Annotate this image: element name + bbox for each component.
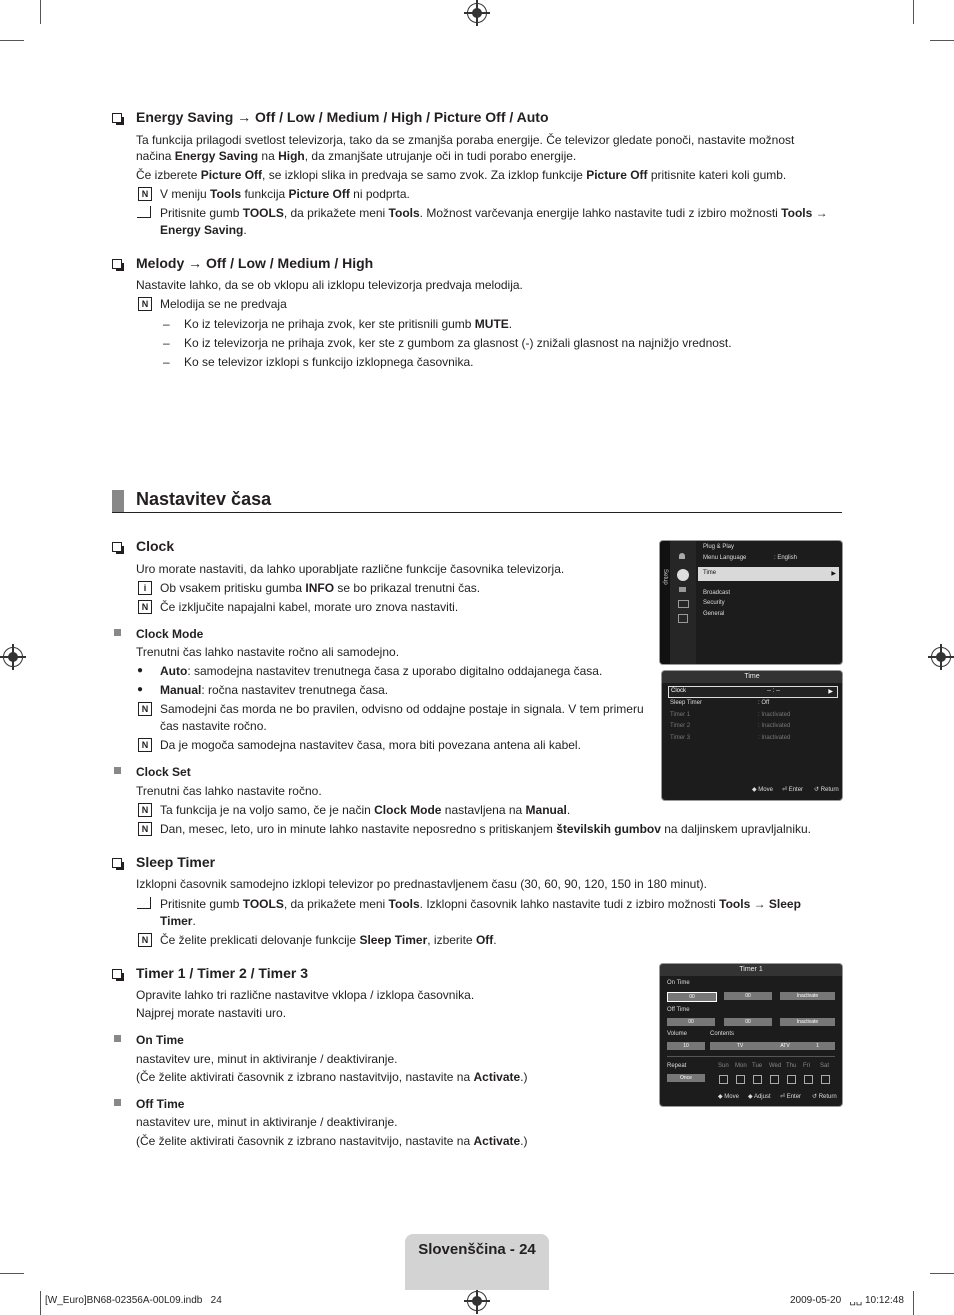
clock-note: Dan, mesec, leto, uro in minute lahko nastavite neposredno s pritiskanjem številskih gumbov na daljinskem upravljalniku. bbox=[160, 822, 811, 836]
timer-para: Najprej morate nastaviti uro. bbox=[136, 1006, 287, 1020]
clock-note: Da je mogoča samodejna nastavitev časa, mora biti povezana antena ali kabel. bbox=[160, 738, 581, 752]
melody-dash-item: Ko iz televizorja ne prihaja zvok, ker ste z gumbom za glasnost (-) znižali glasnost na najnižjo vrednost. bbox=[184, 336, 732, 350]
energy-tools-note: Pritisnite gumb TOOLS, da prikažete meni Tools. Možnost varčevanja energije lahko nastavite tudi z izbiro možnosti Tools → bbox=[160, 206, 828, 220]
osd-row-label[interactable]: Timer 1 bbox=[670, 712, 691, 718]
section-marker bbox=[112, 490, 124, 512]
on-time-minute[interactable]: 00 bbox=[724, 992, 772, 1000]
melody-note: Melodija se ne predvaja bbox=[160, 297, 287, 311]
sleep-para: Izklopni časovnik samodejno izklopi televizor po prednastavljenem času (30, 60, 90, 120, 150 in 180 minut). bbox=[136, 877, 707, 891]
on-time-para: (Če želite aktivirati časovnik z izbrano nastavitvijo, nastavite na Activate.) bbox=[136, 1070, 528, 1084]
move-icon: ◆ bbox=[718, 1094, 725, 1100]
osd-row-label[interactable]: Timer 2 bbox=[670, 723, 691, 729]
day-label: Mon bbox=[735, 1063, 747, 1069]
osd-menu-value: : English bbox=[774, 555, 798, 561]
tools-icon bbox=[137, 897, 151, 909]
clock-heading: Clock bbox=[136, 538, 175, 554]
dash-bullet: – bbox=[163, 355, 170, 369]
day-checkbox[interactable] bbox=[821, 1075, 830, 1084]
melody-para: Nastavite lahko, da se ob vklopu ali izklopu televizorja predvaja melodija. bbox=[136, 278, 523, 292]
osd-row-value: : Inactivated bbox=[758, 735, 791, 741]
melody-dash-item: Ko se televizor izklopi s funkcijo izklopnega časovnika. bbox=[184, 355, 474, 369]
checkbox-bullet-icon bbox=[112, 542, 122, 552]
on-time-label: On Time bbox=[667, 980, 690, 986]
sub-bullet-icon bbox=[114, 767, 121, 774]
adjust-icon: ◆ bbox=[748, 1094, 754, 1100]
osd-menu-item[interactable]: Plug & Play bbox=[703, 544, 735, 550]
sleep-note: Če želite preklicati delovanje funkcije Sleep Timer, izberite Off. bbox=[160, 933, 497, 947]
off-time-para: (Če želite aktivirati časovnik z izbrano nastavitvijo, nastavite na Activate.) bbox=[136, 1134, 528, 1148]
sub-bullet-icon bbox=[114, 1035, 121, 1042]
repeat-value[interactable]: Once bbox=[667, 1074, 705, 1082]
on-time-hour[interactable]: 00 bbox=[667, 992, 717, 1002]
crop-mark bbox=[930, 1273, 954, 1274]
day-label: Sun bbox=[718, 1063, 729, 1069]
return-icon: ↺ bbox=[814, 787, 821, 793]
enter-icon: ⏎ bbox=[782, 787, 789, 793]
day-label: Thu bbox=[786, 1063, 797, 1069]
off-time-activate[interactable]: Inactivate bbox=[780, 1018, 835, 1026]
note-icon: N bbox=[138, 738, 152, 752]
note-icon: N bbox=[138, 187, 152, 201]
osd-time-menu bbox=[661, 670, 843, 801]
support-icon bbox=[678, 614, 688, 623]
clock-mode-para: Trenutni čas lahko nastavite ročno ali samodejno. bbox=[136, 645, 400, 659]
day-checkbox[interactable] bbox=[736, 1075, 745, 1084]
footer-date: 2009-05-20 ␣␣ 10:12:48 bbox=[790, 1295, 904, 1306]
info-note-icon: i bbox=[138, 581, 152, 595]
crop-mark bbox=[930, 40, 954, 41]
osd-menu-item[interactable]: General bbox=[703, 611, 725, 617]
volume-label: Volume bbox=[667, 1031, 688, 1037]
melody-heading: Melody → Off / Low / Medium / High bbox=[136, 255, 374, 271]
note-icon: N bbox=[138, 803, 152, 817]
volume-value[interactable]: 10 bbox=[667, 1042, 705, 1050]
arrow-right-icon: ▶ bbox=[831, 571, 836, 577]
osd-row-value: : Inactivated bbox=[758, 723, 791, 729]
osd-row-value: -- : -- bbox=[767, 688, 780, 694]
crop-mark bbox=[913, 1291, 914, 1315]
osd-title: Time bbox=[662, 671, 842, 683]
arrow-right-icon: ▶ bbox=[828, 689, 833, 695]
energy-tools-note: Energy Saving. bbox=[160, 223, 247, 237]
osd-row-label[interactable]: Timer 3 bbox=[670, 735, 691, 741]
divider bbox=[667, 1056, 835, 1057]
clock-note: čas nastavite ročno. bbox=[160, 719, 267, 733]
contents-type[interactable]: ATV bbox=[770, 1042, 800, 1050]
off-time-label: Off Time bbox=[667, 1007, 690, 1013]
osd-setup-menu bbox=[659, 540, 843, 665]
page-label: Slovenščina - 24 bbox=[418, 1241, 536, 1258]
section-title: Nastavitev časa bbox=[136, 489, 272, 509]
registration-mark-icon bbox=[467, 1291, 487, 1311]
osd-timer1-menu bbox=[659, 963, 843, 1107]
off-time-para: nastavitev ure, minut in aktiviranje / deaktiviranje. bbox=[136, 1115, 398, 1129]
timer-heading: Timer 1 / Timer 2 / Timer 3 bbox=[136, 965, 308, 981]
repeat-label: Repeat bbox=[667, 1063, 687, 1069]
clock-note: Če izključite napajalni kabel, morate uro znova nastaviti. bbox=[160, 600, 459, 614]
osd-side-bar bbox=[660, 541, 670, 664]
osd-footer-move: ◆ Move bbox=[718, 1094, 739, 1100]
section-rule bbox=[112, 512, 842, 513]
clock-set-heading: Clock Set bbox=[136, 765, 191, 779]
day-label: Wed bbox=[769, 1063, 782, 1069]
note-icon: N bbox=[138, 933, 152, 947]
clock-para: Uro morate nastaviti, da lahko uporabljate različne funkcije časovnika televizorja. bbox=[136, 562, 565, 576]
day-label: Fri bbox=[803, 1063, 810, 1069]
osd-row-label[interactable]: Sleep Timer bbox=[670, 700, 703, 706]
bullet: ● bbox=[137, 684, 144, 695]
sub-bullet-icon bbox=[114, 629, 121, 636]
osd-menu-item-selected[interactable] bbox=[698, 567, 839, 581]
crop-mark bbox=[0, 40, 24, 41]
energy-heading: Energy Saving → Off / Low / Medium / High / Picture Off / Auto bbox=[136, 109, 549, 125]
contents-source[interactable]: TV bbox=[710, 1042, 770, 1050]
move-icon: ◆ bbox=[752, 787, 759, 793]
sub-bullet-icon bbox=[114, 1099, 121, 1106]
day-label: Tue bbox=[752, 1063, 763, 1069]
day-checkbox[interactable] bbox=[787, 1075, 796, 1084]
osd-side-label: Setup bbox=[662, 569, 668, 585]
osd-row-value: : Inactivated bbox=[758, 712, 791, 718]
input-icon bbox=[678, 600, 689, 608]
osd-footer-move: ◆ Move bbox=[752, 787, 773, 793]
crop-mark bbox=[40, 0, 41, 24]
osd-title: Timer 1 bbox=[660, 964, 842, 976]
clock-mode-manual: Manual: ročna nastavitev trenutnega časa. bbox=[160, 683, 389, 697]
gear-icon bbox=[677, 569, 689, 581]
osd-footer-return: ↺ Return bbox=[814, 787, 839, 793]
sleep-heading: Sleep Timer bbox=[136, 854, 216, 870]
enter-icon: ⏎ bbox=[780, 1094, 787, 1100]
checkbox-bullet-icon bbox=[112, 969, 122, 979]
registration-mark-icon bbox=[467, 3, 487, 23]
off-time-minute[interactable]: 00 bbox=[724, 1018, 772, 1026]
osd-menu-item[interactable]: Security bbox=[703, 600, 725, 606]
day-checkbox[interactable] bbox=[804, 1075, 813, 1084]
osd-menu-item[interactable]: Menu Language bbox=[703, 555, 747, 561]
off-time-heading: Off Time bbox=[136, 1097, 185, 1111]
clock-note: Samodejni čas morda ne bo pravilen, odvisno od oddajne postaje in signala. V tem primeru bbox=[160, 702, 644, 716]
note-icon: N bbox=[138, 702, 152, 716]
note-icon: N bbox=[138, 822, 152, 836]
day-checkbox[interactable] bbox=[770, 1075, 779, 1084]
checkbox-bullet-icon bbox=[112, 113, 122, 123]
day-label: Sat bbox=[820, 1063, 830, 1069]
sleep-tools-note: Timer. bbox=[160, 914, 196, 928]
dash-bullet: – bbox=[163, 317, 170, 331]
energy-para: Ta funkcija prilagodi svetlost televizorja, tako da se zmanjša poraba energije. Če televizor gledate ponoči, nastavite možnost bbox=[136, 133, 795, 147]
note-icon: N bbox=[138, 297, 152, 311]
picture-icon bbox=[679, 553, 685, 559]
on-time-activate[interactable]: Inactivate bbox=[780, 992, 835, 1000]
checkbox-bullet-icon bbox=[112, 259, 122, 269]
timer-para: Opravite lahko tri različne nastavitve vklopa / izklopa časovnika. bbox=[136, 988, 475, 1002]
sound-icon bbox=[679, 587, 686, 592]
tools-icon bbox=[137, 206, 151, 218]
clock-set-para: Trenutni čas lahko nastavite ročno. bbox=[136, 784, 322, 798]
crop-mark bbox=[0, 1273, 24, 1274]
return-icon: ↺ bbox=[812, 1094, 819, 1100]
crop-mark bbox=[40, 1291, 41, 1315]
osd-footer-enter: ⏎ Enter bbox=[782, 787, 804, 793]
crop-mark bbox=[913, 0, 914, 24]
registration-mark-icon bbox=[931, 647, 951, 667]
clock-mode-heading: Clock Mode bbox=[136, 627, 204, 641]
energy-para: Če izberete Picture Off, se izklopi slika in predvaja se samo zvok. Za izklop funkcije Picture Off pritisnite kateri koli gumb. bbox=[136, 168, 787, 182]
osd-icon-column bbox=[670, 541, 696, 664]
off-time-hour[interactable]: 00 bbox=[667, 1018, 715, 1026]
clock-note: Ta funkcija je na voljo samo, če je način Clock Mode nastavljena na Manual. bbox=[160, 803, 571, 817]
energy-note: V meniju Tools funkcija Picture Off ni podprta. bbox=[160, 187, 410, 201]
footer-file: [W_Euro]BN68-02356A-00L09.indb 24 bbox=[45, 1295, 222, 1306]
energy-para: načina Energy Saving na High, da zmanjšate utrujanje oči in tudi porabo energije. bbox=[136, 149, 577, 163]
osd-menu-item[interactable]: Broadcast bbox=[703, 590, 731, 596]
osd-footer-adjust: ◆ Adjust bbox=[748, 1094, 771, 1100]
osd-footer-return: ↺ Return bbox=[812, 1094, 837, 1100]
day-checkbox[interactable] bbox=[753, 1075, 762, 1084]
melody-dash-item: Ko iz televizorja ne prihaja zvok, ker ste pritisnili gumb MUTE. bbox=[184, 317, 513, 331]
on-time-para: nastavitev ure, minut in aktiviranje / deaktiviranje. bbox=[136, 1052, 398, 1066]
osd-row-value: : Off bbox=[758, 700, 770, 706]
day-checkbox[interactable] bbox=[719, 1075, 728, 1084]
osd-row-selected[interactable] bbox=[668, 686, 838, 698]
contents-label: Contents bbox=[710, 1031, 735, 1037]
on-time-heading: On Time bbox=[136, 1033, 184, 1047]
note-icon: N bbox=[138, 600, 152, 614]
dash-bullet: – bbox=[163, 336, 170, 350]
osd-menu-item-label: Time bbox=[703, 570, 717, 576]
registration-mark-icon bbox=[3, 647, 23, 667]
bullet: ● bbox=[137, 665, 144, 676]
sleep-tools-note: Pritisnite gumb TOOLS, da prikažete meni Tools. Izklopni časovnik lahko nastavite tudi z izbiro možnosti Tools → Sleep bbox=[160, 897, 801, 911]
checkbox-bullet-icon bbox=[112, 858, 122, 868]
osd-row-label: Clock bbox=[671, 688, 687, 694]
contents-channel[interactable]: 1 bbox=[800, 1042, 835, 1050]
clock-mode-auto: Auto: samodejna nastavitev trenutnega časa z uporabo digitalno oddajanega časa. bbox=[160, 664, 603, 678]
clock-note: Ob vsakem pritisku gumba INFO se bo prikazal trenutni čas. bbox=[160, 581, 481, 595]
osd-footer-enter: ⏎ Enter bbox=[780, 1094, 802, 1100]
